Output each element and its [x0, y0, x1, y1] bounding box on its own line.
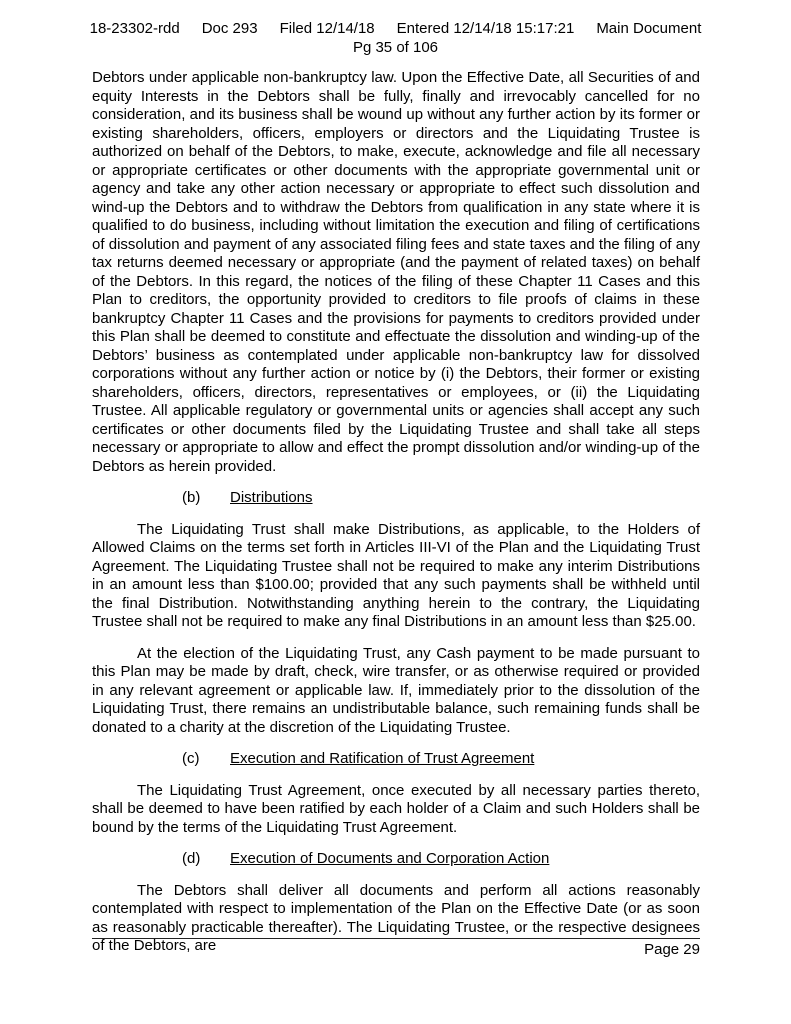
section-heading-distributions [92, 489, 700, 508]
section-title: Execution and Ratification of Trust Agreement [230, 750, 535, 767]
filed-date: Filed 12/14/18 [279, 20, 375, 37]
section-title: Distributions [230, 489, 313, 506]
section-title: Execution of Documents and Corporation Action [230, 850, 550, 867]
page-footer [92, 938, 700, 960]
section-label: (d) [182, 850, 201, 867]
body-paragraph: The Liquidating Trust Agreement, once executed by all necessary parties thereto, shall be deemed to have been ratified by each holder of a Claim and such Holders shall be bound by the terms of the Liquidating Trust Agreement. [92, 781, 700, 836]
section-label: (b) [182, 489, 201, 506]
body-paragraph: The Debtors shall deliver all documents and perform all actions reasonably contemplated with respect to implementation of the Plan on the Effective Date (or as soon as reasonably practicable thereafter). The Liquidating Trustee, or the respective designees of the Debtors, are [92, 881, 700, 954]
body-paragraph: The Liquidating Trust shall make Distributions, as applicable, to the Holders of Allowed Claims on the terms set forth in Articles III-VI of the Plan and the Liquidating Trust Agreement. The Liquidating Trustee shall not be required to make any interim Distributions in an amount less than $100.00; provided that any such payments shall be withheld until the final Distribution. Notwithstanding anything herein to the contrary, the Liquidating Trustee shall not be required to make any final Distributions in an amount less than $25.00. [92, 520, 700, 630]
entered-timestamp: Entered 12/14/18 15:17:21 [396, 20, 575, 37]
header-page-info: Pg 35 of 106 [352, 38, 439, 56]
case-number: 18-23302-rdd [89, 20, 180, 37]
court-header [0, 20, 791, 57]
section-label: (c) [182, 750, 200, 767]
body-paragraph: At the election of the Liquidating Trust, any Cash payment to be made pursuant to this Plan may be made by draft, check, wire transfer, or as otherwise required or provided in any relevant agreement or applicable law. If, immediately prior to the dissolution of the Liquidating Trust, there remains an undistributable balance, such remaining funds shall be donated to a charity at the discretion of the Liquidating Trustee. [92, 644, 700, 736]
page-number: Page 29 [644, 941, 700, 958]
section-heading-execution-documents [92, 850, 700, 869]
document-type: Main Document [596, 20, 702, 37]
continuation-paragraph: Debtors under applicable non-bankruptcy law. Upon the Effective Date, all Securities of and equity Interests in the Debtors shall be fully, finally and irrevocably cancelled for no consideration, and its business shall be wound up without any further action by its former or existing shareholders, officers, employers or directors and the Liquidating Trustee is authorized on behalf of the Debtors, to make, execute, acknowledge and file all necessary or appropriate certificates or other documents with the appropriate governmental unit or agency and take any other action necessary or appropriate to effect such dissolution and wind-up the Debtors and to withdraw the Debtors from qualification in any state where it is qualified to do business, including without limitation the execution and filing of certifications of dissolution and payment of any associated filing fees and state taxes and the filing of any tax returns deemed necessary or appropriate (and the payment of related taxes) on behalf of the Debtors. In this regard, the notices of the filing of these Chapter 11 Cases and this Plan to creditors, the opportunity provided to creditors to file proofs of claims in these bankruptcy Chapter 11 Cases and the provisions for payments to creditors provided under this Plan shall be deemed to constitute and effectuate the dissolution and winding-up of the Debtors’ business as contemplated under applicable non-bankruptcy law for dissolved corporations without any further action or notice by (i) the Debtors, their former or existing shareholders, officers, directors, representatives or employees, or (ii) the Liquidating Trustee. All applicable regulatory or governmental units or agencies shall accept any such certificates or other documents filed by the Liquidating Trustee and shall take all steps necessary or appropriate to allow and effect the prompt dissolution and/or winding-up of the Debtors as herein provided. [92, 69, 700, 475]
document-body [92, 69, 700, 956]
doc-number: Doc 293 [201, 20, 258, 37]
header-stamp-line [0, 20, 791, 39]
section-heading-execution-ratification [92, 750, 700, 769]
